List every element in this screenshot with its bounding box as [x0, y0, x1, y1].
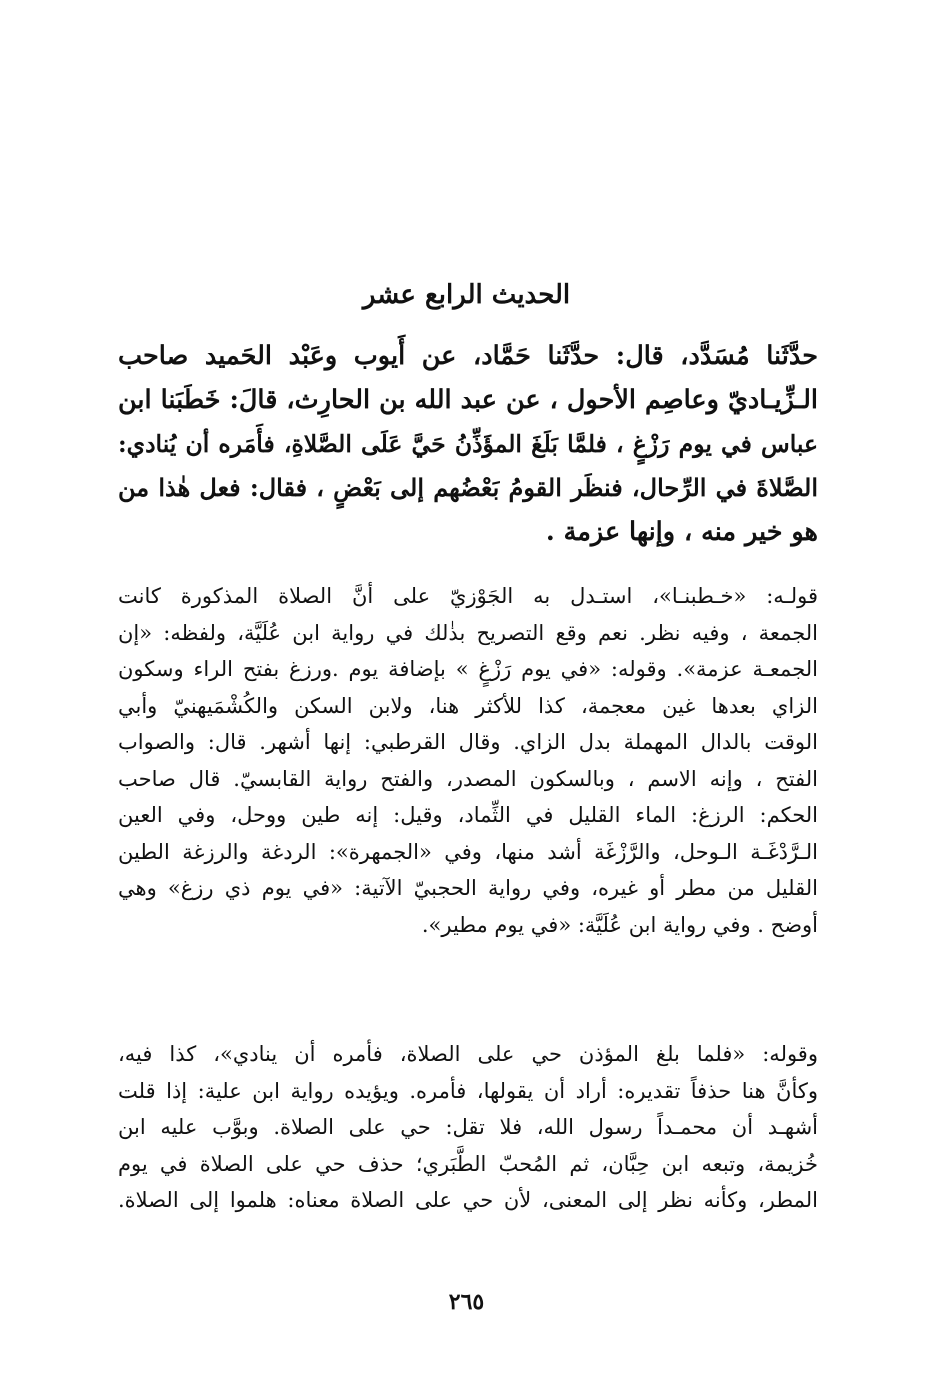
hadith-line: هو خير منه ، وإنها عزمة .	[545, 517, 818, 547]
commentary-line: الجمعـة عزمة». وقوله: «في يوم رَزْغٍ » بإضافة يوم .ورزغ بفتح الراء وسكون	[118, 657, 818, 681]
hadith-line: الصَّلاةَ في الرِّحال، فنظَر القومُ بَعْضُهم إلى بَعْضٍ ، فقال: فعل هٰذا من	[118, 473, 818, 502]
commentary-line: أشهـد أن محمـداً رسول الله، فلا تقل: حي على الصلاة. وبوَّب عليه ابن	[118, 1115, 818, 1139]
commentary-paragraph-1	[118, 578, 818, 943]
commentary-line: الفتح ، وإنه الاسم ، وبالسكون المصدر، والفتح رواية القابسيّ. قال صاحب	[118, 766, 818, 791]
commentary-line: وكأنَّ هنا حذفاً تقديره: أراد أن يقولها، فأمره. ويؤيده رواية ابن علية: إذا قلت	[118, 1078, 818, 1103]
commentary-line: خُزيمة، وتبعه ابن حِبَّان، ثم المُحبّ الطَّبَري؛ حذف حي على الصلاة في يوم	[118, 1151, 818, 1176]
commentary-line: المطر، وكأنه نظر إلى المعنى، لأن حي على الصلاة معناه: هلموا إلى الصلاة.	[118, 1188, 818, 1212]
commentary-line: الوقت بالدال المهملة بدل الزاي. وقال القرطبي: إنها أشهر. قال: والصواب	[118, 730, 818, 754]
hadith-text	[118, 334, 818, 554]
hadith-line: حدَّثَنا مُسَدَّد، قال: حدَّثَنا حَمَّاد، عن أَيوب وعَبْد الحَميد صاحب	[118, 341, 818, 371]
commentary-paragraph-2	[118, 1036, 818, 1219]
commentary-line: أوضح . وفي رواية ابن عُلَيَّة: «في يوم مطير».	[421, 912, 818, 937]
commentary-line: الحكم: الرزغ: الماء القليل في الثِّماد، وقيل: إنه طين ووحل، وفي العين	[118, 803, 818, 827]
hadith-line: الـزِّيـاديّ وعاصِم الأحول ، عن عبد الله بن الحارِث، قالَ: خَطَبَنا ابن	[118, 385, 818, 415]
hadith-line: عباس في يوم رَزْغٍ ، فلمَّا بَلَغَ المؤَذِّنُ حَيَّ عَلَى الصَّلاةِ، فأَمَره أن يُنادي:	[118, 430, 818, 458]
commentary-line: الجمعة ، وفيه نظر. نعم وقع التصريح بذٰلك في رواية ابن عُلَيَّة، ولفظه: «إن	[118, 620, 818, 645]
hadith-heading: الحديث الرابع عشر	[362, 280, 571, 310]
commentary-line: القليل من مطر أو غيره، وفي رواية الحجبيّ الآتية: «في يوم ذي رزغ» وهي	[118, 876, 818, 900]
commentary-line: الـرَّدْغَـة الـوحل، والرَّزْغَة أشد منها، وفي «الجمهرة»: الردغة والرزغة الطين	[118, 839, 818, 864]
commentary-line: قولـه: «خـطبنـا»، استـدل به الجَوْزيّ على أنَّ الصلاة المذكورة كانت	[118, 584, 818, 608]
commentary-line: وقوله: «فلما بلغ المؤذن حي على الصلاة، فأمره أن ينادي»، كذا فيه،	[118, 1042, 818, 1066]
page-number: ٢٦٥	[448, 1289, 485, 1315]
commentary-line: الزاي بعدها غين معجمة، كذا للأكثر هنا، ولابن السكن والكُشْمَيهنيّ وأبي	[118, 693, 818, 718]
